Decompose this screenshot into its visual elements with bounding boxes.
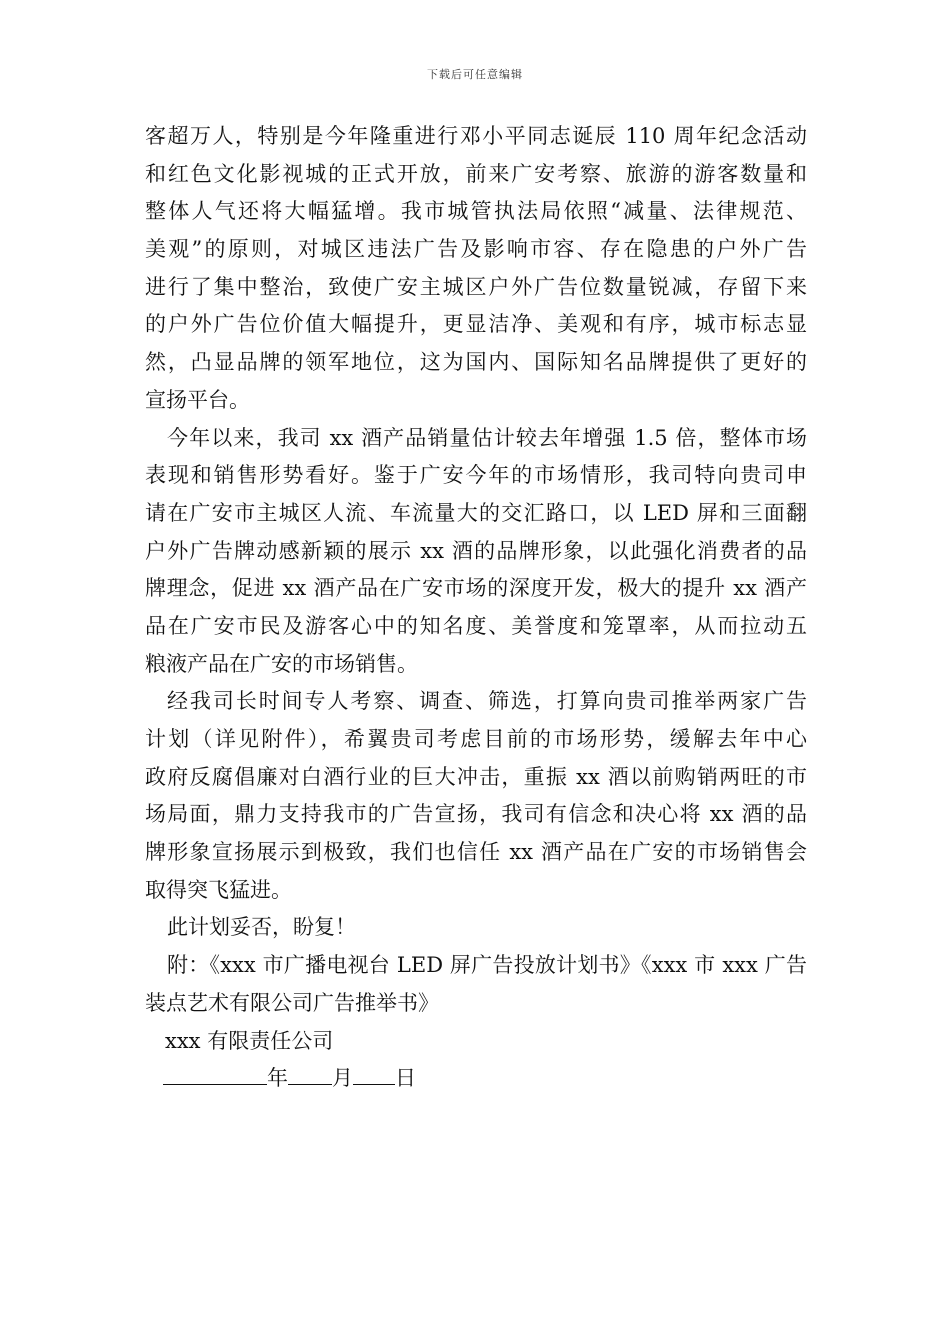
- page-header: 下载后可任意编辑: [427, 68, 523, 81]
- paragraph-3-line: 场局面，鼎力支持我市的广告宣扬，我司有信念和决心将 xx 酒的品: [145, 802, 807, 827]
- paragraph-1-line: 美观”的原则，对城区违法广告及影响市容、存在隐患的户外广告: [145, 237, 807, 262]
- date-line: [145, 1060, 807, 1098]
- paragraph-3-line: 经我司长时间专人考察、调查、筛选，打算向贵司推举两家广告: [167, 689, 807, 714]
- paragraph-3-line: 牌形象宣扬展示到极致，我们也信任 xx 酒产品在广安的市场销售会: [145, 840, 807, 865]
- paragraph-1-line: 宣扬平台。: [145, 387, 250, 412]
- month-blank: [288, 1062, 332, 1085]
- paragraph-3-line: 计划（详见附件），希翼贵司考虑目前的市场形势，缓解去年中心: [145, 727, 807, 751]
- paragraph-1-line: 进行了集中整治，致使广安主城区户外广告位数量锐减，存留下来: [145, 274, 807, 299]
- attachment-line: 附：《xxx 市广播电视台 LED 屏广告投放计划书》《xxx 市 xxx 广告: [167, 953, 807, 978]
- day-blank: [353, 1062, 395, 1085]
- paragraph-3-line: 政府反腐倡廉对白酒行业的巨大冲击，重振 xx 酒以前购销两旺的市: [145, 764, 807, 789]
- paragraph-1-line: 整体人气还将大幅猛增。我市城管执法局依照“减量、法律规范、: [145, 199, 807, 224]
- document-body: [145, 118, 807, 1098]
- paragraph-1-line: 和红色文化影视城的正式开放，前来广安考察、旅游的游客数量和: [145, 161, 807, 186]
- paragraph-2-line: 户外广告牌动感新颖的展示 xx 酒的品牌形象，以此强化消费者的品: [145, 538, 807, 563]
- paragraph-2-line: 粮液产品在广安的市场销售。: [145, 651, 418, 676]
- year-blank: [163, 1062, 267, 1085]
- paragraph-1-line: 的户外广告位价值大幅提升，更显洁净、美观和有序，城市标志显: [145, 312, 807, 337]
- paragraph-2-line: 品在广安市民及游客心中的知名度、美誉度和笼罩率，从而拉动五: [145, 613, 807, 638]
- paragraph-2-line: 今年以来，我司 xx 酒产品销量估计较去年增强 1.5 倍，整体市场: [167, 425, 807, 450]
- paragraph-1-line: 然，凸显品牌的领军地位，这为国内、国际知名品牌提供了更好的: [145, 350, 807, 375]
- signature-company: xxx 有限责任公司: [165, 1028, 334, 1053]
- paragraph-2-line: 表现和销售形势看好。鉴于广安今年的市场情形，我司特向贵司申: [145, 463, 807, 488]
- paragraph-1-line: 客超万人，特别是今年隆重进行邓小平同志诞辰 110 周年纪念活动: [145, 124, 807, 148]
- attachment-line: 装点艺术有限公司广告推举书》: [145, 990, 439, 1015]
- month-label: 月: [332, 1066, 353, 1091]
- closing-line: 此计划妥否，盼复！: [167, 915, 356, 940]
- day-label: 日: [395, 1066, 416, 1091]
- paragraph-2-line: 牌理念，促进 xx 酒产品在广安市场的深度开发，极大的提升 xx 酒产: [145, 576, 807, 601]
- paragraph-2-line: 请在广安市主城区人流、车流量大的交汇路口，以 LED 屏和三面翻: [145, 500, 807, 525]
- paragraph-3-line: 取得突飞猛进。: [145, 877, 292, 902]
- year-label: 年: [267, 1066, 288, 1091]
